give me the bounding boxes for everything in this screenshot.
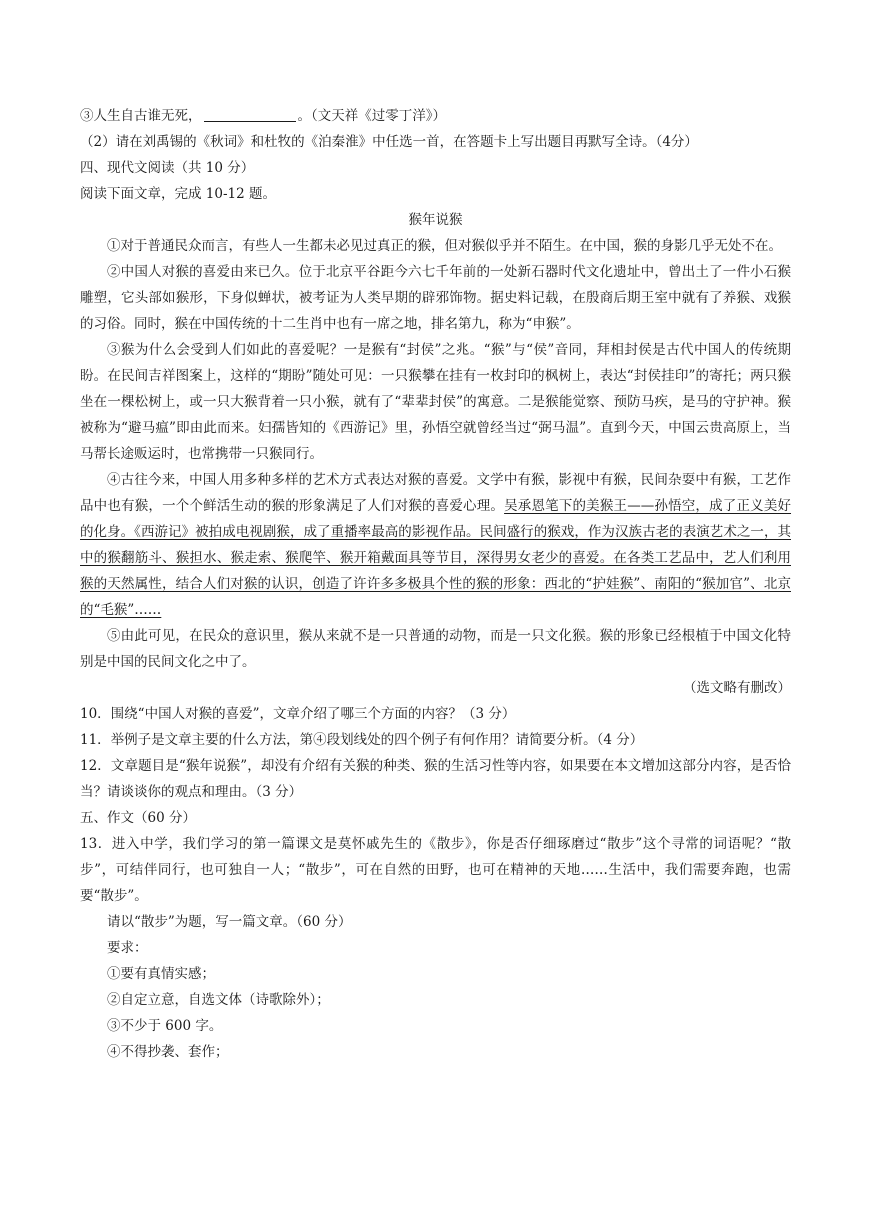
article-paragraph-5: ⑤由此可见，在民众的意识里，猴从来就不是一只普通的动物，而是一只文化猴。猴的形象已经根植于中国文化特别是中国的民间文化之中了。 <box>80 628 791 670</box>
q9-item3-before: ③人生自古谁无死， <box>80 108 202 124</box>
requirement-4: ④不得抄袭、套作； <box>107 1044 229 1060</box>
source-note: （选文略有删改） <box>683 680 791 696</box>
requirement-3: ③不少于 600 字。 <box>107 1018 223 1034</box>
paragraph-4-underlined-text: 吴承恩笔下的美猴王——孙悟空，成了正义美好的化身。《西游记》被拍成电视剧猴，成了重播率最高的影视作品。民间盛行的猴戏，作为汉族古老的表演艺术之一，其中的猴翻筋斗、猴担水、猴走索、猴爬竿、猴开箱戴面具等节目，深得男女老少的喜爱。在各类工艺品中，艺人们利用猴的天然属性，结合人们对猴的认识，创造了许许多多极具个性的猴的形象：西北的“护娃猴”、南阳的“猴加官”、北京的“毛猴”…… <box>80 498 792 618</box>
article-paragraph-3: ③猴为什么会受到人们如此的喜爱呢？一是猴有“封侯”之兆。“猴”与“侯”音同，拜相封侯是古代中国人的传统期盼。在民间吉祥图案上，这样的“期盼”随处可见：一只猴攀在挂有一枚封印的枫树上，表达“封侯挂印”的寄托；两只猴坐在一棵松树上，或一只大猴背着一只小猴，就有了“辈辈封侯”的寓意。二是猴能觉察、预防马疾，是马的守护神。猴被称为“避马瘟”即由此而来。妇孺皆知的《西游记》里，孙悟空就曾经当过“弼马温”。直到今天，中国云贵高原上，当马帮长途贩运时，也常携带一只猴同行。 <box>80 342 791 462</box>
section4-instruction: 阅读下面文章，完成 10-12 题。 <box>80 186 277 202</box>
article-paragraph-4 <box>80 467 791 623</box>
q9-item3-after: 。（文天祥《过零丁洋》） <box>297 108 446 124</box>
paragraph-4-text: ④古往今来，中国人用多种多样的艺术方式表达对猴的喜爱。文学中有猴，影视中有猴，民间杂耍中有猴，工艺作品中也有猴，一个个鲜活生动的猴的形象满足了人们对猴的喜爱心理。 <box>80 472 791 514</box>
question-12: 12．文章题目是“猴年说猴”，却没有介绍有关猴的种类、猴的生活习性等内容，如果要在本文增加这部分内容，是否恰当？请谈谈你的观点和理由。（3 分） <box>80 758 791 800</box>
article-paragraph-1: ①对于普通民众而言，有些人一生都未必见过真正的猴，但对猴似乎并不陌生。在中国，猴的身影几乎无处不在。 <box>107 238 782 254</box>
section4-heading: 四、现代文阅读（共 10 分） <box>80 160 255 176</box>
question-13: 13．进入中学，我们学习的第一篇课文是莫怀戚先生的《散步》，你是否仔细琢磨过“散步”这个寻常的词语呢？“散步”，可结伴同行，也可独自一人；“散步”，可在自然的田野，也可在精神的天地……生活中，我们需要奔跑，也需要“散步”。 <box>80 836 791 904</box>
question-11: 11．举例子是文章主要的什么方法，第④段划线处的四个例子有何作用？请简要分析。（4 分） <box>80 732 644 748</box>
article-paragraph-2: ②中国人对猴的喜爱由来已久。位于北京平谷距今六七千年前的一处新石器时代文化遗址中，曾出土了一件小石猴雕塑，它头部如猴形，下身似蝉状，被考证为人类早期的辟邪饰物。据史料记载，在殷商后期王室中就有了养猴、戏猴的习俗。同时，猴在中国传统的十二生肖中也有一席之地，排名第九，称为“申猴”。 <box>80 264 791 332</box>
article-title: 猴年说猴 <box>408 212 463 228</box>
answer-blank[interactable] <box>204 107 296 122</box>
exam-page <box>80 103 791 1065</box>
requirement-2: ②自定立意，自选文体（诗歌除外）； <box>107 992 330 1008</box>
section5-heading: 五、作文（60 分） <box>80 810 196 826</box>
question-10: 10．围绕“中国人对猴的喜爱”，文章介绍了哪三个方面的内容？（3 分） <box>80 706 516 722</box>
q9-item3 <box>80 103 791 129</box>
requirement-1: ①要有真情实感； <box>107 966 215 982</box>
requirements-label: 要求： <box>107 940 148 956</box>
q9-part2: （2）请在刘禹锡的《秋词》和杜牧的《泊秦淮》中任选一首，在答题卡上写出题目再默写全诗。（4分） <box>80 134 698 150</box>
essay-prompt: 请以“散步”为题，写一篇文章。（60 分） <box>107 914 352 930</box>
